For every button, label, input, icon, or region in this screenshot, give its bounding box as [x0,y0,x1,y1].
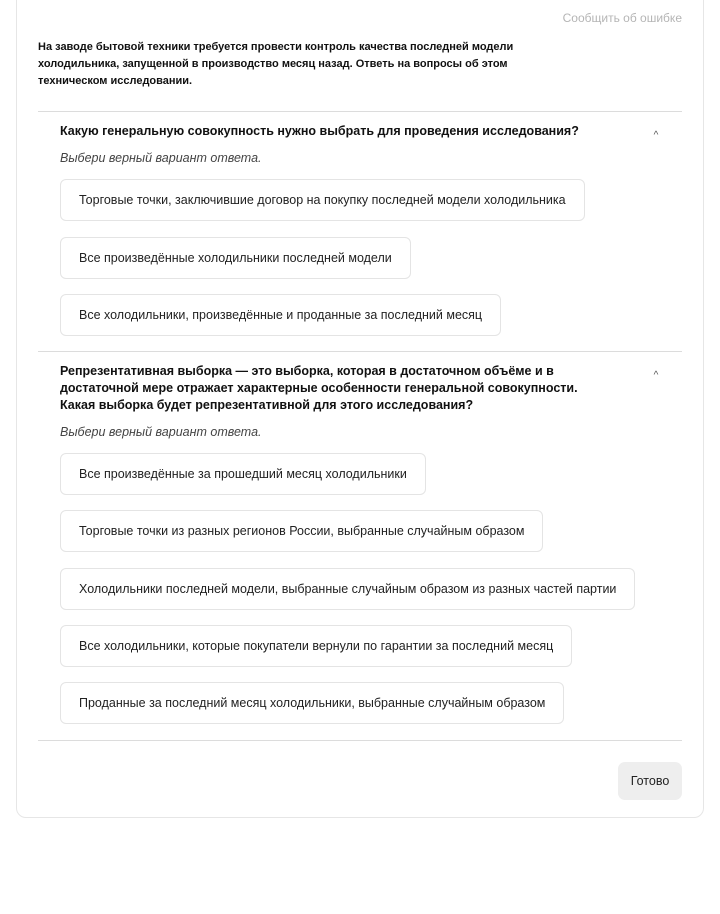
chevron-up-icon[interactable]: ^ [653,370,659,381]
question-2-option-2[interactable]: Торговые точки из разных регионов России, выбранные случайным образом [60,510,543,552]
question-1-hint: Выбери верный вариант ответа. [60,151,262,165]
divider [38,111,682,112]
chevron-up-icon[interactable]: ^ [653,130,659,141]
question-2-option-1[interactable]: Все произведённые за прошедший месяц холодильники [60,453,426,495]
report-error-link[interactable]: Сообщить об ошибке [562,11,682,25]
question-2-title [60,363,590,414]
task-intro-text: На заводе бытовой техники требуется провести контроль качества последней модели холодильника, запущенной в производство месяц назад. Ответь на вопросы об этом техническом исследовании. [38,41,514,87]
done-button[interactable]: Готово [618,762,682,800]
question-2-title-line-3: Какая выборка будет репрезентативной для этого исследования? [60,398,474,412]
question-2-option-5[interactable]: Проданные за последний месяц холодильники, выбранные случайным образом [60,682,564,724]
question-2-option-4[interactable]: Все холодильники, которые покупатели вернули по гарантии за последний месяц [60,625,572,667]
question-2-title-line-1: Репрезентативная выборка — это выборка, которая в достаточном объёме и в [60,364,554,378]
question-2-title-line-2: достаточной мере отражает характерные особенности генеральной совокупности. [60,381,578,395]
question-1-option-2[interactable]: Все произведённые холодильники последней модели [60,237,411,279]
question-1-title: Какую генеральную совокупность нужно выбрать для проведения исследования? [60,124,579,138]
question-1-option-1[interactable]: Торговые точки, заключившие договор на покупку последней модели холодильника [60,179,585,221]
divider [38,740,682,741]
question-2-option-3[interactable]: Холодильники последней модели, выбранные случайным образом из разных частей партии [60,568,635,610]
question-2-hint: Выбери верный вариант ответа. [60,425,262,439]
divider [38,351,682,352]
question-1-option-3[interactable]: Все холодильники, произведённые и проданные за последний месяц [60,294,501,336]
